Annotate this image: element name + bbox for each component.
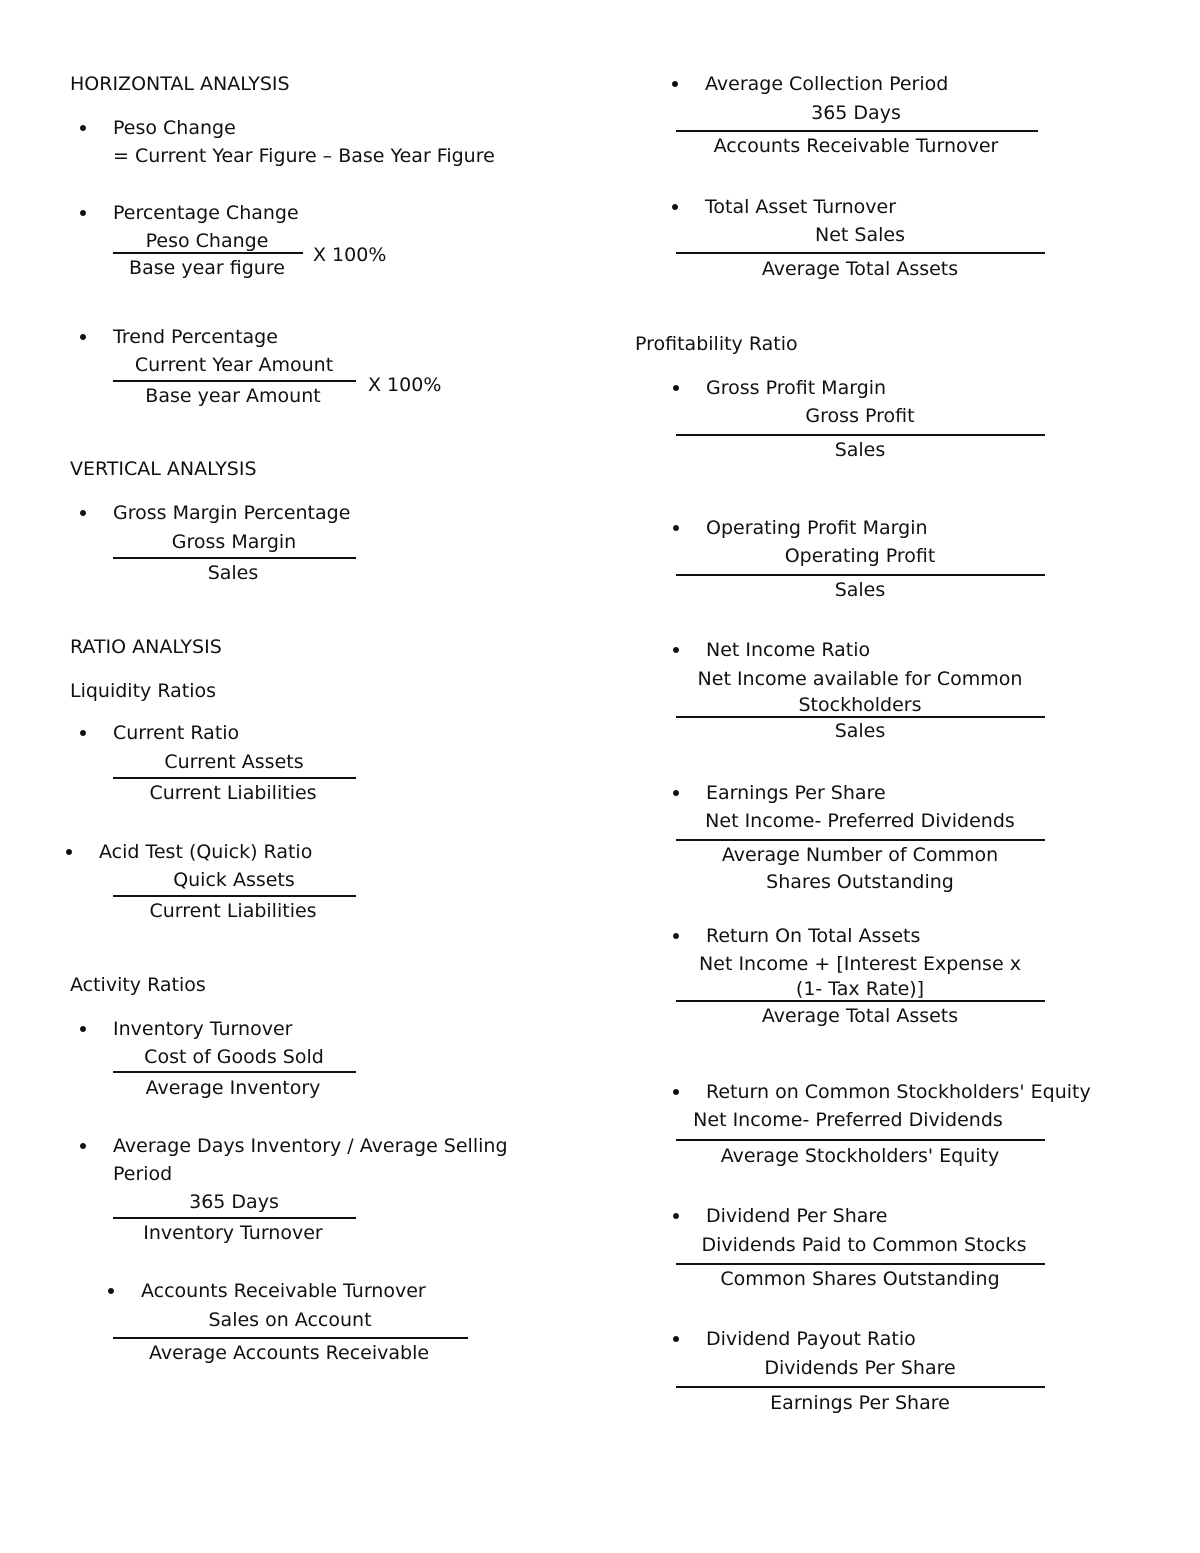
dividend-payout-ratio-label: Dividend Payout Ratio	[706, 1328, 916, 1350]
trend-percentage-multiplier: X 100%	[368, 374, 442, 396]
return-on-total-assets-denominator: Average Total Assets	[761, 1005, 959, 1027]
gross-margin-percentage-numerator: Gross Margin	[171, 531, 297, 553]
inventory-turnover-numerator: Cost of Goods Sold	[144, 1046, 324, 1068]
earnings-per-share-denominator-line1: Average Number of Common	[721, 844, 999, 866]
current-ratio-fraction-bar	[113, 777, 356, 779]
percentage-change-label: Percentage Change	[113, 202, 299, 224]
gross-margin-percentage-label: Gross Margin Percentage	[113, 502, 351, 524]
percentage-change-multiplier: X 100%	[313, 244, 387, 266]
inventory-turnover-fraction-bar	[113, 1071, 356, 1073]
average-collection-period-label: Average Collection Period	[705, 73, 949, 95]
average-collection-period-fraction-bar	[676, 130, 1038, 132]
current-ratio-label: Current Ratio	[113, 722, 240, 744]
average-days-inventory-denominator: Inventory Turnover	[143, 1222, 323, 1244]
trend-percentage-fraction-bar	[113, 380, 356, 382]
dividend-payout-ratio-numerator: Dividends Per Share	[764, 1357, 956, 1379]
accounts-receivable-turnover-fraction-bar	[113, 1337, 468, 1339]
dividend-payout-ratio-denominator: Earnings Per Share	[770, 1392, 950, 1414]
peso-change-label: Peso Change	[113, 117, 236, 139]
acid-test-ratio-label: Acid Test (Quick) Ratio	[99, 841, 313, 863]
average-collection-period-numerator: 365 Days	[811, 102, 901, 124]
operating-profit-margin-fraction-bar	[676, 574, 1045, 576]
accounts-receivable-turnover-label: Accounts Receivable Turnover	[141, 1280, 426, 1302]
current-ratio-denominator: Current Liabilities	[149, 782, 317, 804]
acid-test-ratio-denominator: Current Liabilities	[149, 900, 317, 922]
average-days-inventory-label-line2: Period	[113, 1163, 173, 1185]
return-on-equity-denominator: Average Stockholders' Equity	[720, 1145, 1000, 1167]
gross-profit-margin-numerator: Gross Profit	[805, 405, 915, 427]
gross-profit-margin-fraction-bar	[676, 434, 1045, 436]
earnings-per-share-numerator: Net Income- Preferred Dividends	[705, 810, 1015, 832]
dividend-per-share-fraction-bar	[676, 1263, 1045, 1265]
return-on-total-assets-numerator-line2: (1- Tax Rate)]	[795, 978, 925, 1000]
liquidity-ratios-heading: Liquidity Ratios	[70, 680, 216, 702]
ratio-analysis-heading: RATIO ANALYSIS	[70, 636, 222, 658]
accounts-receivable-turnover-denominator: Average Accounts Receivable	[148, 1342, 430, 1364]
total-asset-turnover-numerator: Net Sales	[815, 224, 905, 246]
net-income-ratio-label: Net Income Ratio	[706, 639, 871, 661]
dividend-per-share-denominator: Common Shares Outstanding	[720, 1268, 1000, 1290]
trend-percentage-label: Trend Percentage	[113, 326, 278, 348]
net-income-ratio-numerator-line1: Net Income available for Common	[697, 668, 1023, 690]
operating-profit-margin-label: Operating Profit Margin	[706, 517, 928, 539]
total-asset-turnover-denominator: Average Total Assets	[761, 258, 959, 280]
total-asset-turnover-label: Total Asset Turnover	[705, 196, 897, 218]
return-on-equity-label: Return on Common Stockholders' Equity	[706, 1081, 1091, 1103]
return-on-total-assets-fraction-bar	[676, 1000, 1045, 1002]
dividend-payout-ratio-fraction-bar	[676, 1386, 1045, 1388]
acid-test-ratio-fraction-bar	[113, 895, 356, 897]
return-on-total-assets-numerator-line1: Net Income + [Interest Expense x	[699, 953, 1021, 975]
net-income-ratio-denominator: Sales	[834, 720, 886, 742]
gross-margin-percentage-denominator: Sales	[207, 562, 259, 584]
gross-profit-margin-denominator: Sales	[834, 439, 886, 461]
operating-profit-margin-denominator: Sales	[834, 579, 886, 601]
return-on-equity-fraction-bar	[676, 1139, 1045, 1141]
dividend-per-share-label: Dividend Per Share	[706, 1205, 888, 1227]
average-days-inventory-numerator: 365 Days	[189, 1191, 279, 1213]
vertical-analysis-heading: VERTICAL ANALYSIS	[70, 458, 257, 480]
peso-change-formula: = Current Year Figure – Base Year Figure	[113, 145, 495, 167]
percentage-change-denominator: Base year figure	[129, 257, 285, 279]
return-on-equity-numerator: Net Income- Preferred Dividends	[693, 1109, 1003, 1131]
gross-profit-margin-label: Gross Profit Margin	[706, 377, 887, 399]
inventory-turnover-label: Inventory Turnover	[113, 1018, 293, 1040]
trend-percentage-denominator: Base year Amount	[145, 385, 321, 407]
percentage-change-fraction-bar	[113, 252, 303, 254]
percentage-change-numerator: Peso Change	[145, 230, 269, 252]
average-collection-period-denominator: Accounts Receivable Turnover	[713, 135, 999, 157]
acid-test-ratio-numerator: Quick Assets	[173, 869, 295, 891]
current-ratio-numerator: Current Assets	[164, 751, 304, 773]
average-days-inventory-label-line1: Average Days Inventory / Average Selling	[113, 1135, 508, 1157]
horizontal-analysis-heading: HORIZONTAL ANALYSIS	[70, 73, 290, 95]
activity-ratios-heading: Activity Ratios	[70, 974, 206, 996]
return-on-total-assets-label: Return On Total Assets	[706, 925, 921, 947]
inventory-turnover-denominator: Average Inventory	[145, 1077, 321, 1099]
profitability-ratio-heading: Profitability Ratio	[635, 333, 798, 355]
operating-profit-margin-numerator: Operating Profit	[784, 545, 936, 567]
net-income-ratio-numerator-line2: Stockholders	[798, 694, 922, 716]
earnings-per-share-fraction-bar	[676, 839, 1045, 841]
average-days-inventory-fraction-bar	[113, 1217, 356, 1219]
earnings-per-share-label: Earnings Per Share	[706, 782, 886, 804]
accounts-receivable-turnover-numerator: Sales on Account	[208, 1309, 372, 1331]
earnings-per-share-denominator-line2: Shares Outstanding	[766, 871, 954, 893]
trend-percentage-numerator: Current Year Amount	[134, 354, 334, 376]
total-asset-turnover-fraction-bar	[676, 252, 1045, 254]
dividend-per-share-numerator: Dividends Paid to Common Stocks	[701, 1234, 1027, 1256]
gross-margin-percentage-fraction-bar	[113, 557, 356, 559]
